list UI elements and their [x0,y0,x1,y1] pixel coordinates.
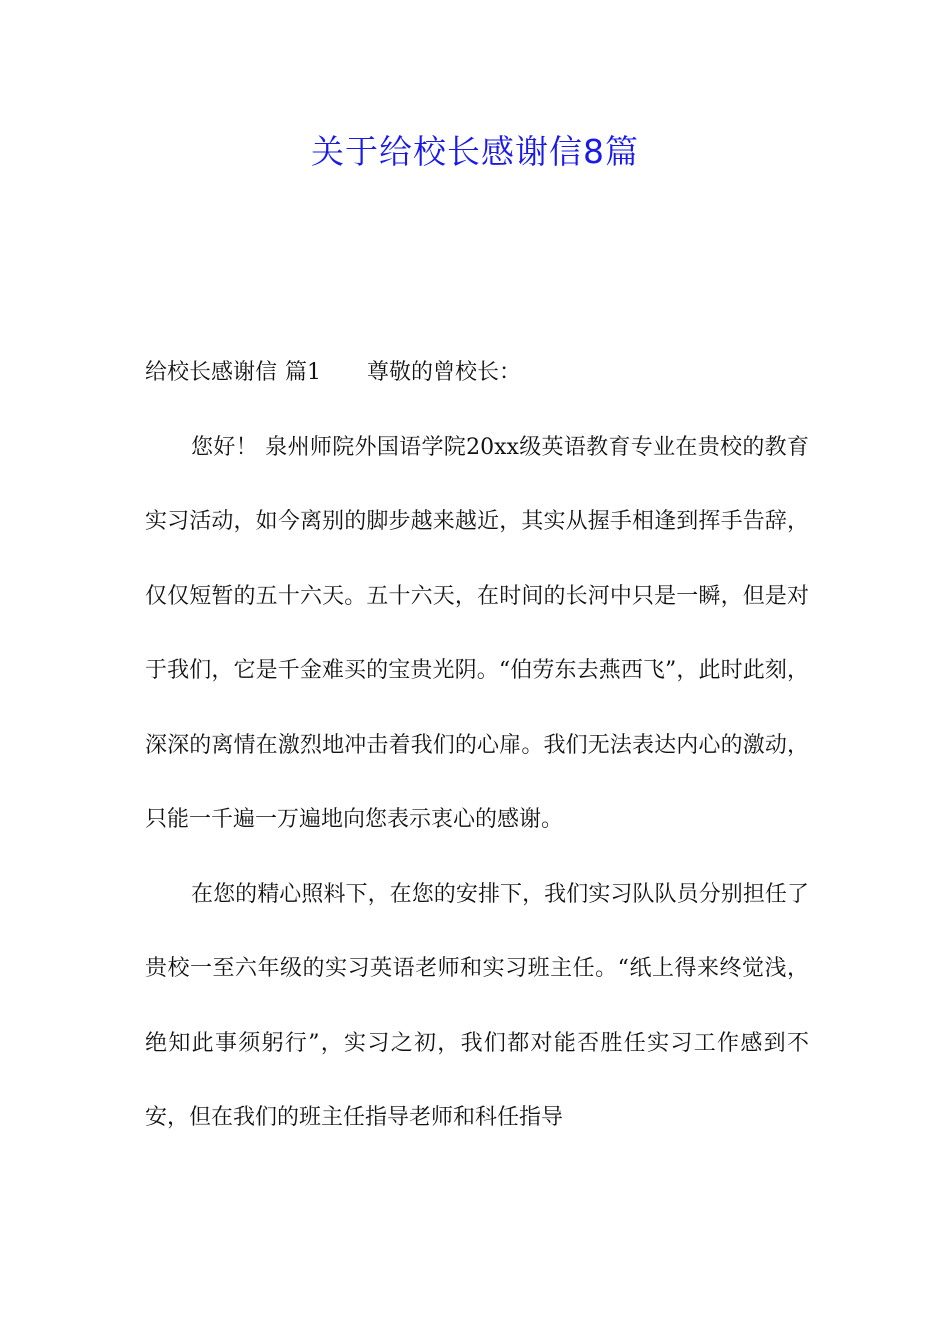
section-heading-line [145,336,809,411]
paragraph-2: 在您的精心照料下，在您的安排下，我们实习队队员分别担任了贵校一至六年级的实习英语老师和实习班主任。“纸上得来终觉浅，绝知此事须躬行”，实习之初，我们都对能否胜任实习工作感到不安，但在我们的班主任指导老师和科任指导 [145,881,809,1130]
document-body [145,336,809,1156]
document-title: 关于给校长感谢信8篇 [311,132,639,171]
section-heading: 给校长感谢信 [145,360,278,385]
paragraph-1: 您好！ 泉州师院外国语学院20xx级英语教育专业在贵校的教育实习活动，如今离别的脚步越来越近，其实从握手相逢到挥手告辞，仅仅短暂的五十六天。五十六天，在时间的长河中只是一瞬，但是对于我们，它是千金难买的宝贵光阴。“伯劳东去燕西飞”，此时此刻，深深的离情在激烈地冲击着我们的心扉。我们无法表达内心的激动，只能一千遍一万遍地向您表示衷心的感谢。 [145,434,809,832]
salutation: 尊敬的曾校长： [367,360,522,385]
section-number: 篇1 [285,360,322,385]
